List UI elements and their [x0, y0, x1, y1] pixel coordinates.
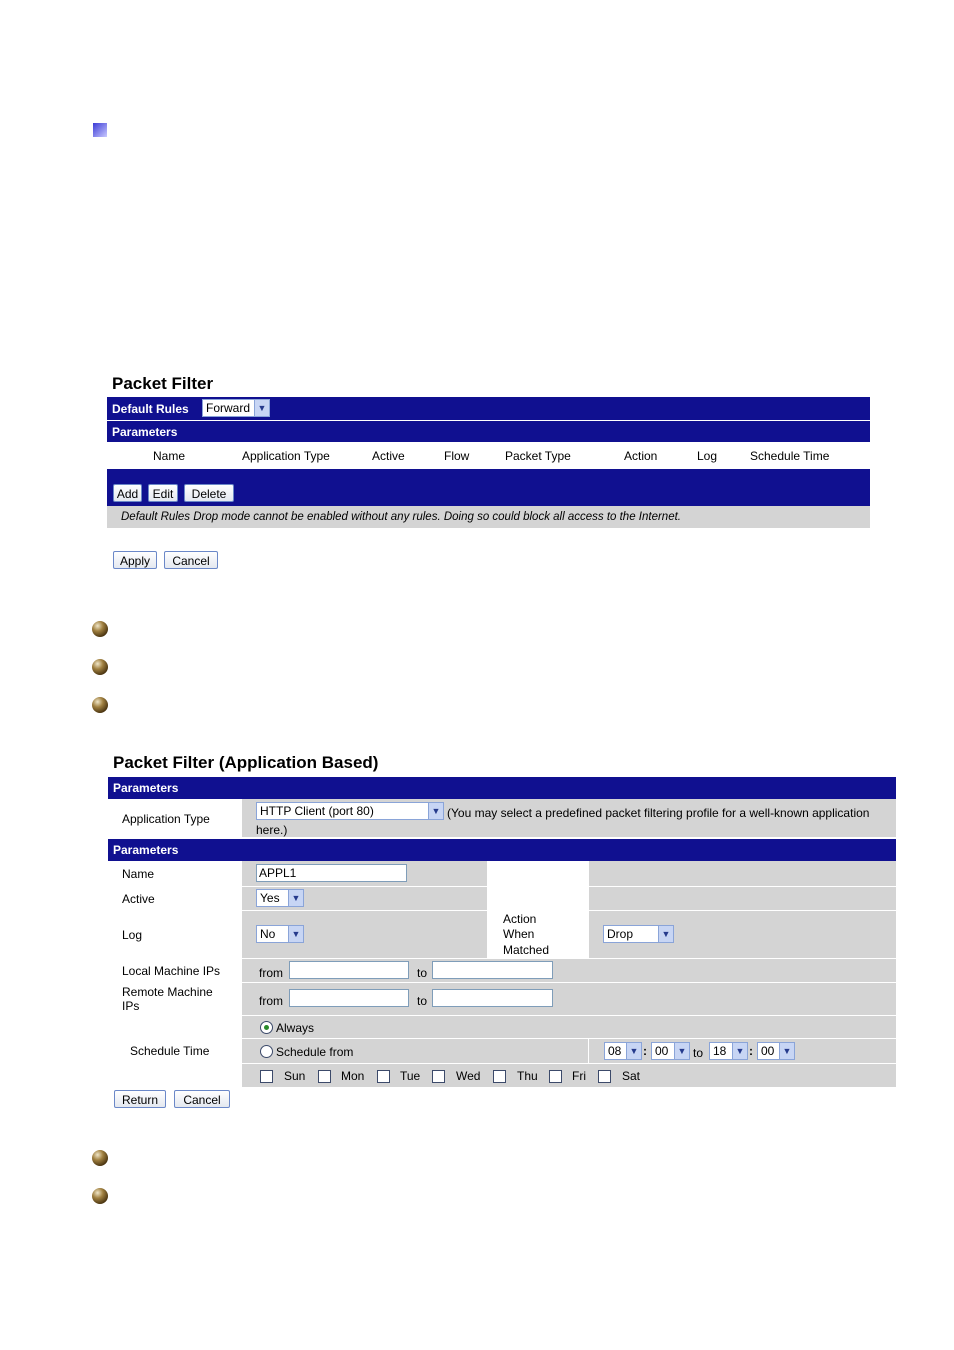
- column-header: Packet Type: [505, 449, 571, 463]
- colon-separator: :: [749, 1044, 753, 1058]
- application-type-cell: [108, 799, 242, 837]
- local-ip-from-input[interactable]: [289, 961, 409, 979]
- chevron-down-icon: ▼: [658, 926, 673, 942]
- column-header: Application Type: [242, 449, 330, 463]
- default-rules-value: Forward: [206, 401, 251, 415]
- section-square-icon: [93, 123, 107, 137]
- action-label: Action: [503, 912, 537, 926]
- name-label: Name: [122, 867, 155, 881]
- schedule-from-radio[interactable]: [260, 1045, 273, 1058]
- from-label: from: [259, 994, 283, 1008]
- log-label-cell: [108, 911, 242, 958]
- default-rules-select[interactable]: [202, 399, 270, 417]
- day-checkbox-sun[interactable]: [260, 1070, 273, 1083]
- return-button[interactable]: Return: [114, 1090, 166, 1108]
- default-rules-label: Default Rules: [112, 402, 189, 416]
- application-type-value: HTTP Client (port 80): [260, 804, 374, 818]
- parameters-bar: [107, 421, 870, 442]
- always-radio[interactable]: [260, 1021, 273, 1034]
- action-empty-cell: [589, 887, 896, 910]
- local-ips-label: Local Machine IPs: [122, 964, 221, 978]
- day-label: Sat: [622, 1069, 641, 1083]
- application-type-label: Application Type: [122, 812, 210, 826]
- schedule-always-cell: [242, 1016, 896, 1038]
- warning-row: [107, 506, 870, 528]
- remote-ips-label: IPs: [122, 999, 140, 1013]
- start-minute-value: 00: [655, 1044, 669, 1058]
- bullet-icon: [92, 1150, 108, 1166]
- add-button[interactable]: Add: [113, 484, 142, 502]
- end-hour-value: 18: [713, 1044, 727, 1058]
- remote-ip-from-input[interactable]: [289, 989, 409, 1007]
- start-minute-select[interactable]: [651, 1042, 690, 1060]
- chevron-down-icon: ▼: [288, 890, 303, 906]
- remote-ips-label-cell: [108, 983, 242, 1015]
- chevron-down-icon: ▼: [732, 1043, 747, 1059]
- column-header: Log: [697, 449, 718, 463]
- day-checkbox-thu[interactable]: [493, 1070, 506, 1083]
- log-label: Log: [122, 928, 143, 942]
- from-label: from: [259, 966, 283, 980]
- end-minute-value: 00: [761, 1044, 775, 1058]
- end-hour-select[interactable]: [709, 1042, 748, 1060]
- chevron-down-icon: ▼: [779, 1043, 794, 1059]
- bullet-icon: [92, 621, 108, 637]
- column-header: Action: [624, 449, 658, 463]
- day-checkbox-wed[interactable]: [432, 1070, 445, 1083]
- action-select[interactable]: [603, 925, 674, 943]
- chevron-down-icon: ▼: [254, 400, 269, 416]
- parameters-label: Parameters: [113, 781, 179, 795]
- local-ips-label-cell: [108, 959, 242, 982]
- app-parameters-bar-2: [108, 839, 896, 861]
- day-label: Sun: [284, 1069, 306, 1083]
- name-label-cell: [108, 861, 242, 886]
- column-header: Active: [372, 449, 405, 463]
- end-minute-select[interactable]: [757, 1042, 795, 1060]
- bullet-icon: [92, 697, 108, 713]
- schedule-label-cell: [108, 1016, 242, 1087]
- column-header: Schedule Time: [750, 449, 830, 463]
- active-label-cell: [108, 887, 242, 910]
- schedule-from-label: Schedule from: [276, 1045, 354, 1059]
- day-checkbox-tue[interactable]: [377, 1070, 390, 1083]
- column-header: Flow: [444, 449, 470, 463]
- parameters-label: Parameters: [113, 843, 179, 857]
- application-type-select[interactable]: [256, 802, 444, 820]
- column-header: Name: [153, 449, 186, 463]
- day-label: Tue: [400, 1069, 421, 1083]
- day-checkbox-mon[interactable]: [318, 1070, 331, 1083]
- remote-ip-to-input[interactable]: [432, 989, 553, 1007]
- chevron-down-icon: ▼: [288, 926, 303, 942]
- always-label: Always: [276, 1021, 315, 1035]
- parameters-label: Parameters: [112, 425, 178, 439]
- to-label: to: [417, 966, 428, 980]
- start-hour-value: 08: [608, 1044, 622, 1058]
- day-label: Fri: [572, 1069, 586, 1083]
- active-select[interactable]: [256, 889, 304, 907]
- active-label: Active: [122, 892, 155, 906]
- action-label-cell: [488, 861, 589, 958]
- cancel-button[interactable]: Cancel: [164, 551, 218, 569]
- application-hint-cont: here.): [256, 823, 288, 837]
- day-checkbox-fri[interactable]: [549, 1070, 562, 1083]
- rules-table-header: [107, 443, 870, 469]
- action-label: Matched: [503, 943, 550, 957]
- application-hint: (You may select a predefined packet filtering profile for a well-known application: [447, 806, 870, 820]
- active-value: Yes: [260, 891, 280, 905]
- colon-separator: :: [643, 1044, 647, 1058]
- chevron-down-icon: ▼: [428, 803, 443, 819]
- edit-button[interactable]: Edit: [148, 484, 178, 502]
- to-word: to: [693, 1046, 704, 1060]
- name-input[interactable]: APPL1: [256, 864, 407, 882]
- warning-text: Default Rules Drop mode cannot be enabled without any rules. Doing so could block all access to the Internet.: [121, 511, 681, 523]
- bullet-icon: [92, 1188, 108, 1204]
- delete-button[interactable]: Delete: [184, 484, 234, 502]
- bullet-icon: [92, 659, 108, 675]
- app-cancel-button[interactable]: Cancel: [174, 1090, 230, 1108]
- action-label: When: [503, 927, 535, 941]
- log-value: No: [260, 927, 276, 941]
- chevron-down-icon: ▼: [674, 1043, 689, 1059]
- day-label: Mon: [341, 1069, 365, 1083]
- schedule-time-label: Schedule Time: [130, 1044, 210, 1058]
- day-checkbox-sat[interactable]: [598, 1070, 611, 1083]
- chevron-down-icon: ▼: [626, 1043, 641, 1059]
- to-label: to: [417, 994, 428, 1008]
- log-select[interactable]: [256, 925, 304, 943]
- start-hour-select[interactable]: [604, 1042, 642, 1060]
- app-parameters-bar: [108, 777, 896, 799]
- remote-ips-label: Remote Machine: [122, 985, 213, 999]
- local-ip-to-input[interactable]: [432, 961, 553, 979]
- action-value: Drop: [607, 927, 634, 941]
- action-empty-cell: [589, 861, 896, 886]
- day-label: Wed: [456, 1069, 481, 1083]
- packet-filter-title: Packet Filter: [112, 374, 214, 393]
- day-label: Thu: [517, 1069, 538, 1083]
- app-filter-title: Packet Filter (Application Based): [113, 753, 379, 772]
- apply-button[interactable]: Apply: [113, 551, 157, 569]
